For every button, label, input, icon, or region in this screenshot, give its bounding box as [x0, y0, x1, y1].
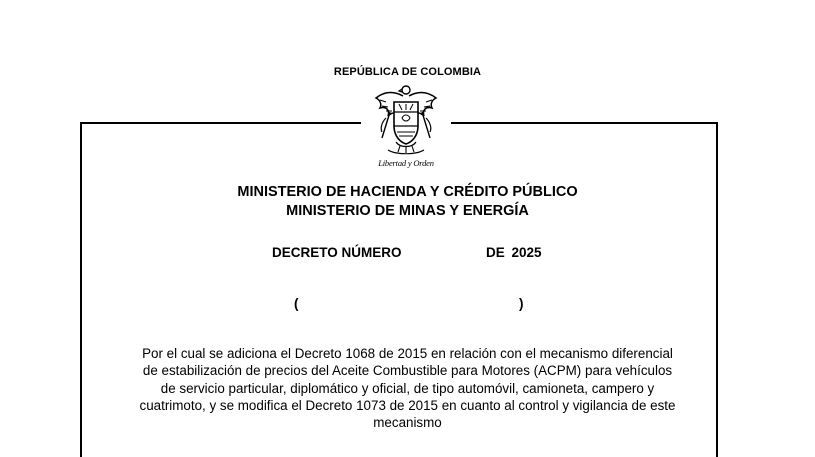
ministry-minas: MINISTERIO DE MINAS Y ENERGÍA	[286, 203, 529, 219]
ministries-heading	[0, 183, 815, 221]
decree-date-open-paren: (	[294, 296, 299, 311]
ministry-hacienda: MINISTERIO DE HACIENDA Y CRÉDITO PÚBLICO	[237, 184, 578, 200]
coat-of-arms	[361, 82, 451, 176]
decree-date-close-paren: )	[519, 296, 524, 311]
colombia-coat-of-arms-icon	[372, 82, 440, 158]
country-heading: REPÚBLICA DE COLOMBIA	[333, 66, 482, 78]
epigraph-line: cuatrimoto, y se modifica el Decreto 1073 de 2015 en cuanto al control y vigilancia de este	[139, 397, 676, 413]
decree-epigraph	[100, 345, 715, 431]
epigraph-line: mecanismo	[373, 415, 442, 431]
epigraph-line: Por el cual se adiciona el Decreto 1068 de 2015 en relación con el mecanismo diferencial	[142, 346, 673, 361]
epigraph-line: de estabilización de precios del Aceite Combustible para Motores (ACPM) para vehículos	[142, 363, 673, 379]
seal-motto: Libertad y Orden	[378, 158, 434, 168]
epigraph-line: de servicio particular, diplomático y oficial, de tipo automóvil, camioneta, campero y	[160, 380, 655, 396]
decree-year: DE 2025	[486, 245, 542, 260]
decree-number-label: DECRETO NÚMERO	[272, 245, 402, 260]
